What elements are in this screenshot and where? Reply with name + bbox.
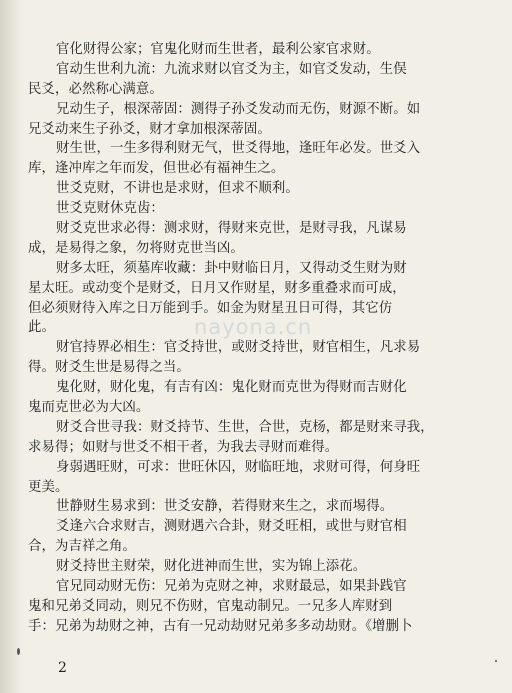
text-line: 成，是易得之象，勿将财克世当凶。 <box>28 240 244 256</box>
text-line: 兄动生子，根深蒂固：测得子孙爻发动而无伤，财源不断。如 <box>56 101 421 117</box>
text-line: 财爻持世主财荣，财化进神而生世，实为锦上添花。 <box>56 559 367 575</box>
text-line: 财生世，一生多得利财无气，世爻得地，逢旺年必发。世爻入 <box>56 141 421 157</box>
text-line: 合，为吉祥之角。 <box>28 539 136 555</box>
text-line: 世爻克财休克齿： <box>56 201 164 217</box>
text-line: 求易得；如财与世爻不相干者，为我去寻财而难得。 <box>28 439 339 455</box>
text-line: 官化财得公家；官鬼化财而生世者，最利公家官求财。 <box>56 42 380 57</box>
text-line: 手：兄弟为劫财之神，古有一兄动劫财兄弟多多动劫财。《增删卜 <box>28 618 413 634</box>
text-line: 官动生世利九流：九流求财以官爻为主，如官爻发动，生俣 <box>56 61 407 77</box>
text-line: 财官持界必相生：官爻持世，或财爻持世，财官相生，凡求易 <box>56 340 421 356</box>
text-line: 鬼和兄弟爻同动，则兄不伤财，官鬼动制兄。一兄多人库财到 <box>28 598 393 614</box>
text-line: 身弱遇旺财，可求：世旺休囚，财临旺地，求财可得，何身旺 <box>56 459 421 475</box>
text-line: 此。 <box>28 320 55 336</box>
text-line: 但必须财待入库之日万能到手。如金为财星丑日可得，其它仿 <box>28 300 393 316</box>
text-line: 库，逢冲库之年而发，但世必有福神生之。 <box>28 161 285 177</box>
text-line: 财多太旺，须墓库收藏：卦中财临日月，又得动爻生财为财 <box>56 260 407 276</box>
ink-speck <box>495 660 497 662</box>
text-line: 官兄同动财无伤：兄弟为克财之神，求财最忌，如果卦践官 <box>56 579 407 595</box>
text-line: 爻逢六合求财吉，测财遇六合卦，财爻旺相，或世与财官相 <box>56 519 407 535</box>
text-line: 兄爻动来生子孙爻，财才拿加根深蒂固。 <box>28 121 271 137</box>
text-line: 世爻克财，不讲也是求财，但求不顺利。 <box>56 181 299 197</box>
binding-shadow <box>0 0 22 693</box>
watermark: nayona.cn <box>194 315 313 339</box>
text-line: 更美。 <box>28 479 69 495</box>
text-line: 财爻克世求必得：测求财，得财来克世，是财寻我，凡谋易 <box>56 221 407 237</box>
page-number: 2 <box>58 660 67 676</box>
text-line: 鬼而克世必为大凶。 <box>28 400 150 416</box>
text-line: 星太旺。或动变个是财爻，日月又作财星，财多重叠求而可成， <box>28 280 406 296</box>
text-line: 得。财爻生世是易得之当。 <box>28 360 190 376</box>
text-line: 世静财生易求到：世爻安静，若得财来生之，求而埸得。 <box>56 499 394 515</box>
ink-speck <box>17 648 20 655</box>
text-line: 民爻，必然称心满意。 <box>28 81 163 97</box>
text-line: 鬼化财，财化鬼，有吉有凶：鬼化财而克世为得财而吉财化 <box>56 380 407 396</box>
text-line: 财爻合世寻我：财爻持节、生世，合世，克杨，都是财来寻我， <box>56 419 434 435</box>
